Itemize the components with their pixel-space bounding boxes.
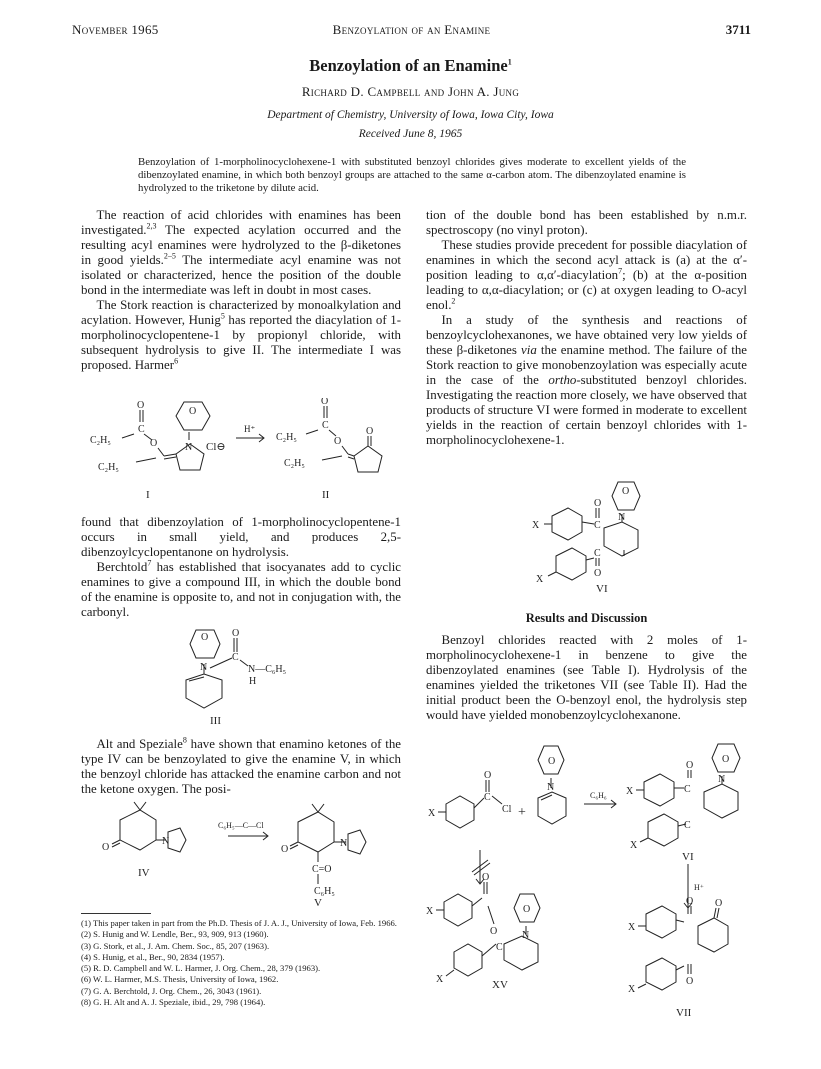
svg-text:C: C [684,784,691,795]
paragraph: The reaction of acid chlorides with enamines has been investigated.$^{2,3}$ The expected acylation occurred and the resulting acyl enamines were hydrolyzed to the β-diketones in good yields.$^{2-5}$ The intermediate acyl enamine was not isolated or characterized, hence the position of the double bond in the intermediate was left in doubt in most cases. [81,208,401,297]
svg-text:C: C [684,820,691,831]
svg-text:H: H [249,676,257,687]
compound-label-iii: III [210,715,221,727]
solvent-label: C₆H₆ [590,791,607,800]
svg-text:X: X [436,974,444,985]
svg-text:O: O [484,770,492,781]
svg-text:X: X [532,520,540,531]
svg-text:C: C [484,792,491,803]
svg-text:N: N [547,782,555,793]
svg-text:O: O [686,760,694,771]
svg-text:O: O [201,632,209,643]
svg-text:O: O [232,628,240,639]
footnote: (5) R. D. Campbell and W. L. Harmer, J. Org. Chem., 28, 379 (1963). [81,963,321,974]
atom-label: O [150,438,158,449]
svg-text:N: N [618,512,626,523]
paragraph: tion of the double bond has been established by n.m.r. spectroscopy (no vinyl proton). [426,208,747,237]
svg-text:O: O [686,976,694,987]
left-column-block-2 [81,515,401,620]
svg-text:O: O [281,844,289,855]
acid-label: H⁺ [694,883,704,892]
footnote: (2) S. Hunig and W. Lendle, Ber., 93, 909, 913 (1960). [81,929,269,940]
svg-text:X: X [426,906,434,917]
svg-text:X: X [626,786,634,797]
ethyl-label: C₂H₅ [276,432,297,443]
atom-label: C [138,424,145,435]
atom-label: O [137,400,145,411]
page-number: 3711 [725,22,751,37]
svg-text:O: O [715,898,723,909]
paper-title [0,56,821,76]
paragraph: Alt and Speziale$^8$ have shown that enamino ketones of the type IV can be benzoylated to give the enamine V, in which the benzoyl chloride has attacked the enamine carbon and not the ketone oxygen. The posi- [81,735,401,796]
footnote: (3) G. Stork, et al., J. Am. Chem. Soc., 85, 207 (1963). [81,940,270,951]
affiliation: Department of Chemistry, University of Iowa, Iowa City, Iowa [267,109,554,121]
atom-label: O [321,398,329,407]
acid-label: H⁺ [244,424,256,434]
carbonyl-label: C=O [312,864,332,875]
scheme-iv-to-v [98,800,398,908]
ethyl-label: C₂H₅ [98,462,119,473]
atom-label: O [189,406,197,417]
compound-label-iv: IV [138,867,150,879]
svg-text:X: X [536,574,544,585]
paragraph: These studies provide precedent for possible diacylation of enamines in which the second acyl attack is (a) at the α′-position leading to α,α′-diacylation$^7$; (b) at the α-position leading to α,α-diacylation; or (c) at oxygen leading to O-acyl enol.$^2$ [426,238,747,312]
footnote: (4) S. Hunig, et al., Ber., 90, 2834 (1957). [81,951,225,962]
section-heading: Results and Discussion [525,611,648,625]
title-footnote-ref: 1 [507,57,512,67]
svg-text:O: O [622,486,630,497]
svg-text:O: O [482,872,490,883]
footnote-rule [81,913,151,914]
svg-text:Cl: Cl [502,804,512,815]
structure-vi [530,478,680,596]
footnote: (7) G. A. Berchtold, J. Org. Chem., 26, 3043 (1961). [81,985,262,996]
compound-label-v: V [314,897,322,908]
structure-iii [170,624,330,730]
authors: Richard D. Campbell and John A. Jung [301,84,520,99]
footnote: (1) This paper taken in part from the Ph.D. Thesis of J. A. J., University of Iowa, Feb. 1966. [81,918,397,928]
paragraph: In a study of the synthesis and reactions of benzoylcyclohexanones, we have obtained very low yields of these β-diketones via the enamine method. The failure of the Stork reaction to give monobenzoylation was especially acute in the case of the ortho-substituted benzoyl chlorides. Investigating the reaction more closely, we have observed that products of structure VI were formed in moderate to excellent yields in the reaction of certain benzoyl chlorides with 1-morpholinocyclohexene-1. [426,313,747,447]
received-date: Received June 8, 1965 [358,128,463,140]
svg-text:X: X [630,840,638,851]
svg-text:N: N [340,838,348,849]
svg-text:O: O [722,754,730,765]
reaction-scheme [426,738,752,1028]
plus-sign: + [518,805,526,820]
atom-label: O [334,436,342,447]
svg-text:X: X [628,922,636,933]
ethyl-label: C₂H₅ [284,458,305,469]
paragraph: The Stork reaction is characterized by monoalkylation and acylation. However, Hunig$^5$ has reported the diacylation of 1-morpholinocyclopentene-1 by propionyl chloride, with subsequent hydrolysis to give II. The intermediate I was proposed. Harmer$^6$ [81,298,401,372]
running-header [72,22,751,42]
svg-text:C: C [594,548,601,559]
amide-label: N—C₆H₅ [248,664,287,675]
paragraph: Berchtold$^7$ has established that isocyanates add to cyclic enamines to give a compound III, in which the double bond of the enamine is opposite to, and not in conjugation with, the carbonyl. [81,558,401,619]
atom-label: N [185,442,193,453]
svg-text:C: C [594,520,601,531]
right-column-block-2 [426,633,747,723]
paragraph: Benzoyl chlorides reacted with 2 moles of 1-morpholinocyclohexene-1 in benzene to give the dibenzoylated enamines (see Table I). Hydrolysis of the enamines yielded the triketones VII (see Table II). Had the initial product been the O-benzoyl enol, the hydrolysis step would have yielded monobenzoylcyclohexanone. [426,633,747,722]
header-date: November 1965 [72,22,159,37]
svg-text:O: O [686,896,694,907]
svg-text:C₆H₅: C₆H₅ [314,886,335,897]
svg-text:O: O [594,498,602,509]
svg-text:N: N [718,774,726,785]
svg-text:C: C [232,652,239,663]
compound-label-i: I [146,489,150,501]
svg-text:O: O [490,926,498,937]
atom-label: C [322,420,329,431]
left-column-block-1 [81,208,401,373]
atom-label: O [366,426,374,437]
left-column-block-3 [81,737,401,797]
paragraph: found that dibenzoylation of 1-morpholinocyclopentene-1 occurs in small yield, and produces 2,5-dibenzoylcyclopentanone on hydrolysis. [81,515,401,559]
svg-text:O: O [523,904,531,915]
ethyl-label: C₂H₅ [90,435,111,446]
compound-label-vi-scheme: VI [682,851,694,863]
svg-text:O: O [102,842,110,853]
compound-label-xv: XV [492,979,508,991]
svg-text:N: N [162,836,170,847]
header-running-title: Benzoylation of an Enamine [332,22,491,37]
reagent-label: C₆H₅—C—Cl [218,821,264,830]
svg-text:N: N [522,930,530,941]
svg-text:X: X [428,808,436,819]
footnote: (6) W. L. Harmer, M.S. Thesis, University of Iowa, 1962. [81,974,279,985]
paper-title-text: Benzoylation of an Enamine [309,56,508,75]
svg-text:C: C [496,942,503,953]
footnotes [81,918,406,1008]
abstract: Benzoylation of 1-morpholinocyclohexene-1 with substituted benzoyl chlorides gives moderate to excellent yields of the dibenzoylated enamine, in which both benzoyl groups are attached to the same α-carbon atom. The dibenzoylated enamine is hydrolyzed to the triketone by dilute acid. [138,156,686,194]
svg-text:O: O [594,568,602,579]
right-column-block-1 [426,208,747,448]
svg-text:X: X [628,984,636,995]
footnote: (8) G. H. Alt and A. J. Speziale, ibid., 29, 798 (1964). [81,997,266,1008]
svg-text:O: O [548,756,556,767]
compound-label-vii: VII [676,1007,692,1019]
scheme-i-to-ii [86,398,406,506]
svg-text:N: N [200,662,208,673]
compound-label-ii: II [322,489,330,501]
compound-label-vi: VI [596,583,608,595]
chloride-label: Cl⊖ [206,441,226,453]
